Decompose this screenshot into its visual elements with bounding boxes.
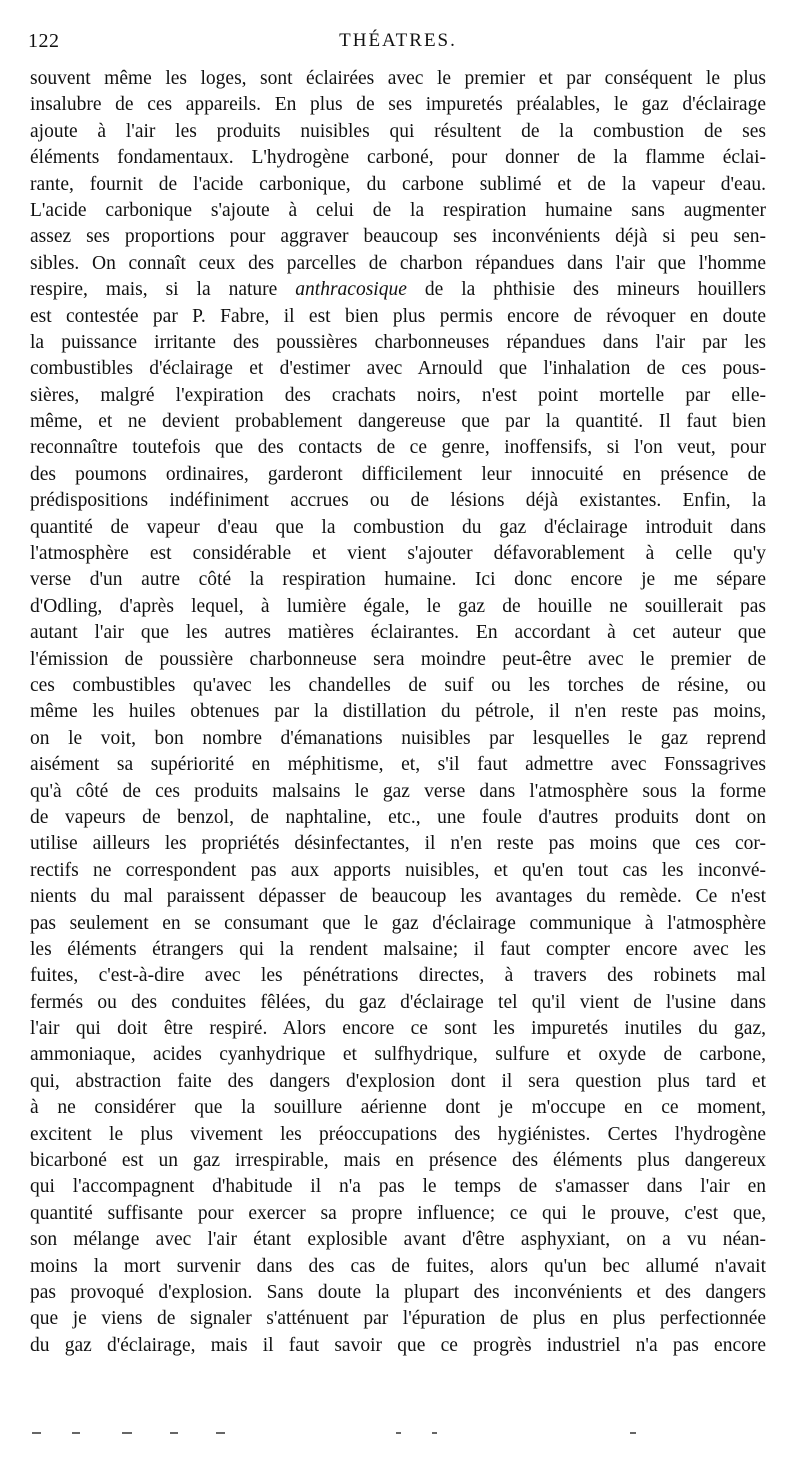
text-line: combustibles d'éclairage et d'estimer avec Arnould que l'inhalation de ces pous- [30, 358, 766, 380]
scan-mark [630, 1432, 636, 1434]
text-line: ammoniaque, acides cyanhydrique et sulfhydrique, sulfure et oxyde de carbone, [30, 1044, 766, 1066]
text-line: de vapeurs de benzol, de naphtaline, etc., une foule d'autres produits dont on [30, 806, 766, 828]
text-line: autant l'air que les autres matières éclairantes. En accordant à cet auteur que [30, 622, 766, 644]
scan-mark [122, 1432, 132, 1434]
text-line: quantité suffisante pour exercer sa propre influence; ce qui le prouve, c'est que, [30, 1202, 766, 1224]
text-line: bicarboné est un gaz irrespirable, mais en présence des éléments plus dangereux [30, 1150, 766, 1172]
text-line: est contestée par P. Fabre, il est bien plus permis encore de révoquer en doute [30, 305, 766, 327]
footer-scan-marks [30, 1428, 760, 1438]
text-line: les éléments étrangers qui la rendent malsaine; il faut compter encore avec les [30, 938, 766, 960]
text-line: que je viens de signaler s'atténuent par l'épuration de plus en plus perfectionnée [30, 1308, 766, 1330]
text-line: fuites, c'est-à-dire avec les pénétrations directes, à travers des robinets mal [30, 965, 766, 987]
text-line: l'émission de poussière charbonneuse sera moindre peut-être avec le premier de [30, 648, 766, 670]
text-line: L'acide carbonique s'ajoute à celui de la respiration humaine sans augmenter [30, 199, 766, 221]
text-line: assez ses proportions pour aggraver beaucoup ses inconvénients déjà si peu sen- [30, 226, 766, 248]
text-line: prédispositions indéfiniment accrues ou de lésions déjà existantes. Enfin, la [30, 490, 766, 512]
text-line: nients du mal paraissent dépasser de beaucoup les avantages du remède. Ce n'est [30, 886, 766, 908]
body-text [30, 66, 766, 1359]
text-line: ces combustibles qu'avec les chandelles de suif ou les torches de résine, ou [30, 674, 766, 696]
text-line: éléments fondamentaux. L'hydrogène carboné, pour donner de la flamme éclai- [30, 147, 766, 169]
scan-mark [170, 1432, 178, 1434]
running-title: THÉATRES. [339, 30, 457, 51]
text-line: l'air qui doit être respiré. Alors encore ce sont les impuretés inutiles du gaz, [30, 1018, 766, 1040]
text-line: souvent même les loges, sont éclairées avec le premier et par conséquent le plus [30, 68, 766, 89]
text-line: qui, abstraction faite des dangers d'explosion dont il sera question plus tard et [30, 1070, 766, 1092]
text-line: qu'à côté de ces produits malsains le gaz verse dans l'atmosphère sous la forme [30, 780, 766, 802]
text-line: rectifs ne correspondent pas aux apports nuisibles, et qu'en tout cas les inconvé- [30, 859, 766, 881]
text-line: pas provoqué d'explosion. Sans doute la plupart des inconvénients et des dangers [30, 1281, 766, 1303]
text-line: même, et ne devient probablement dangereuse que par la quantité. Il faut bien [30, 411, 766, 433]
text-line: rante, fournit de l'acide carbonique, du carbone sublimé et de la vapeur d'eau. [30, 173, 766, 195]
scan-mark [396, 1432, 401, 1434]
page-header [28, 30, 768, 60]
page-number: 122 [28, 30, 60, 52]
text-line: l'atmosphère est considérable et vient s'ajouter défavorablement à celle qu'y [30, 543, 766, 565]
text-line: respire, mais, si la nature anthracosique de la phthisie des mineurs houillers [30, 279, 766, 301]
text-line: verse d'un autre côté la respiration humaine. Ici donc encore je me sépare [30, 569, 766, 591]
text-line: sières, malgré l'expiration des crachats noirs, n'est point mortelle par elle- [30, 384, 766, 406]
text-line: qui l'accompagnent d'habitude il n'a pas le temps de s'amasser dans l'air en [30, 1176, 766, 1198]
scan-mark [432, 1432, 437, 1434]
text-line: quantité de vapeur d'eau que la combustion du gaz d'éclairage introduit dans [30, 516, 766, 538]
text-line: pas seulement en se consumant que le gaz d'éclairage communique à l'atmosphère [30, 912, 766, 934]
text-line: d'Odling, d'après lequel, à lumière égale, le gaz de houille ne souillerait pas [30, 595, 766, 617]
text-line: sibles. On connaît ceux des parcelles de charbon répandues dans l'air que l'homme [30, 252, 766, 274]
text-line: reconnaître toutefois que des contacts de ce genre, inoffensifs, si l'on veut, pour [30, 437, 766, 459]
text-line: excitent le plus vivement les préoccupations des hygiénistes. Certes l'hydrogène [30, 1123, 766, 1145]
text-line: moins la mort survenir dans des cas de fuites, alors qu'un bec allumé n'avait [30, 1255, 766, 1277]
text-line: même les huiles obtenues par la distillation du pétrole, il n'en reste pas moins, [30, 701, 766, 723]
text-line: à ne considérer que la souillure aérienne dont je m'occupe en ce moment, [30, 1097, 766, 1119]
text-line: ajoute à l'air les produits nuisibles qui résultent de la combustion de ses [30, 120, 766, 142]
italic-term: anthracosique [295, 279, 407, 301]
text-line: aisément sa supériorité en méphitisme, et, s'il faut admettre avec Fonssagrives [30, 754, 766, 776]
text-line: fermés ou des conduites fêlées, du gaz d'éclairage tel qu'il vient de l'usine dans [30, 991, 766, 1013]
text-line: on le voit, bon nombre d'émanations nuisibles par lesquelles le gaz reprend [30, 727, 766, 749]
scan-mark [32, 1432, 41, 1434]
text-line: des poumons ordinaires, garderont difficilement leur innocuité en présence de [30, 463, 766, 485]
scan-mark [216, 1432, 225, 1434]
scan-mark [72, 1432, 80, 1434]
text-line: utilise ailleurs les propriétés désinfectantes, il n'en reste pas moins que ces cor- [30, 833, 766, 855]
text-line: la puissance irritante des poussières charbonneuses répandues dans l'air par les [30, 331, 766, 353]
text-line: son mélange avec l'air étant explosible avant d'être asphyxiant, on a vu néan- [30, 1229, 766, 1251]
text-line: insalubre de ces appareils. En plus de ses impuretés préalables, le gaz d'éclairage [30, 94, 766, 116]
text-line: du gaz d'éclairage, mais il faut savoir que ce progrès industriel n'a pas encore [30, 1334, 766, 1356]
